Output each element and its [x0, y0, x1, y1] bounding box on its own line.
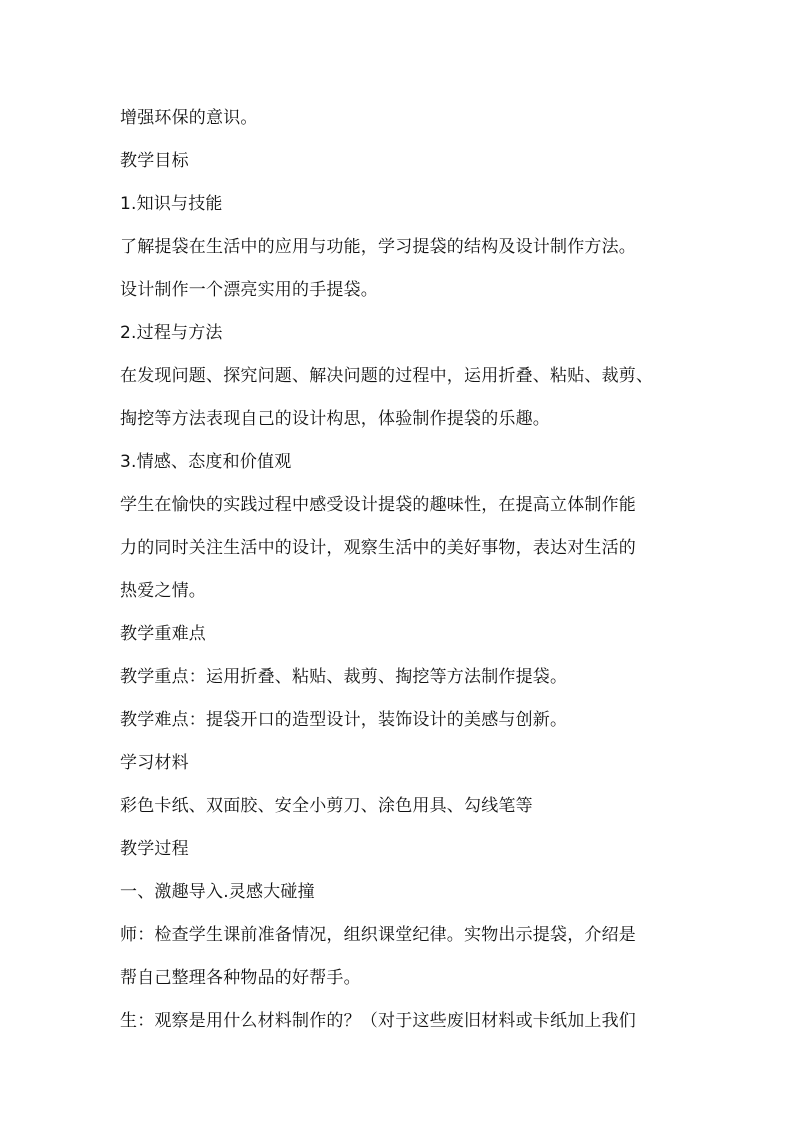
text-line: 教学难点：提袋开口的造型设计，装饰设计的美感与创新。 — [120, 710, 568, 730]
text-line: 力的同时关注生活中的设计，观察生活中的美好事物，表达对生活的 — [120, 538, 636, 558]
text-line: 师：检查学生课前准备情况，组织课堂纪律。实物出示提袋，介绍是 — [120, 925, 636, 945]
text-line: 设计制作一个漂亮实用的手提袋。 — [120, 280, 378, 300]
section-heading: 教学目标 — [120, 151, 189, 171]
subsection-heading: 3.情感、态度和价值观 — [120, 452, 292, 472]
subsection-heading: 2.过程与方法 — [120, 323, 223, 343]
text-line: 了解提袋在生活中的应用与功能，学习提袋的结构及设计制作方法。 — [120, 237, 636, 257]
text-line: 热爱之情。 — [120, 581, 206, 601]
text-line: 在发现问题、探究问题、解决问题的过程中，运用折叠、粘贴、裁剪、 — [120, 366, 654, 386]
section-heading: 教学重难点 — [120, 624, 206, 644]
text-line: 掏挖等方法表现自己的设计构思，体验制作提袋的乐趣。 — [120, 409, 550, 429]
text-line: 生：观察是用什么材料制作的？（对于这些废旧材料或卡纸加上我们 — [120, 1011, 636, 1031]
text-line: 增强环保的意识。 — [120, 108, 258, 128]
section-heading: 教学过程 — [120, 839, 189, 859]
text-line: 帮自己整理各种物品的好帮手。 — [120, 968, 361, 988]
subsection-heading: 一、激趣导入.灵感大碰撞 — [120, 882, 315, 902]
text-line: 学生在愉快的实践过程中感受设计提袋的趣味性，在提高立体制作能 — [120, 495, 636, 515]
text-line: 教学重点：运用折叠、粘贴、裁剪、掏挖等方法制作提袋。 — [120, 667, 568, 687]
subsection-heading: 1.知识与技能 — [120, 194, 223, 214]
text-line: 彩色卡纸、双面胶、安全小剪刀、涂色用具、勾线笔等 — [120, 796, 533, 816]
section-heading: 学习材料 — [120, 753, 189, 773]
